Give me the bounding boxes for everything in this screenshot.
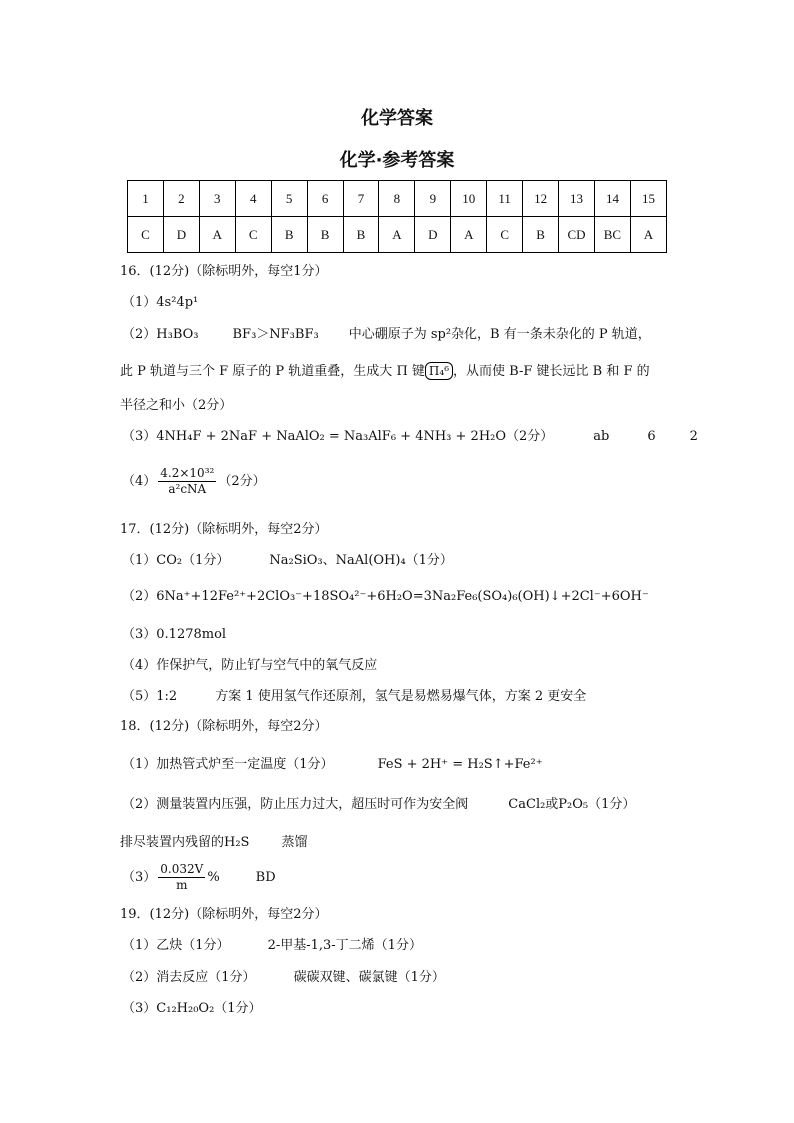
q19-p3-answer: C₁₂H₂₀O₂（1分） [156, 1001, 262, 1016]
answer-cell: B [343, 217, 379, 253]
q18-p3-numerator: 0.032V [160, 862, 204, 876]
question-number-cell: 9 [415, 181, 451, 217]
q16-p2-answer-d-pre: 此 P 轨道与三个 F 原子的 P 轨道重叠，生成大 Π 键 [120, 364, 425, 379]
answer-cell: C [235, 217, 271, 253]
q16-p2-label: （2） [122, 327, 157, 342]
q16-p3-answer-b: ab [593, 429, 610, 444]
answer-cell: A [451, 217, 487, 253]
q16-p4-label: （4） [122, 474, 157, 489]
answer-cell: B [307, 217, 343, 253]
q18-p2-answer-d: 蒸馏 [281, 835, 308, 850]
q17-p2-label: （2） [122, 589, 157, 604]
q18-p3-label: （3） [122, 870, 157, 885]
q17-part3 [122, 627, 226, 643]
q16-p1-label: （1） [122, 295, 157, 310]
q17-p4-answer: 作保护气，防止钌与空气中的氧气反应 [156, 658, 378, 673]
question-number-cell: 13 [559, 181, 595, 217]
q17-part2 [122, 589, 649, 605]
answer-cell: D [415, 217, 451, 253]
question-number-cell: 11 [487, 181, 523, 217]
q18-p3-denominator: m [176, 878, 188, 892]
q19-p2-answer-a: 消去反应（1分） [156, 970, 256, 985]
q17-p5-answer-a: 1:2 [156, 689, 178, 704]
q16-p4-denominator: a²cNA [168, 482, 207, 496]
q16-part2-cont [120, 362, 650, 380]
answer-cell: B [271, 217, 307, 253]
q16-p2-answer-a: H₃BO₃ [156, 327, 199, 342]
q16-p2-answer-d-post: ，从而使 B-F 键长远比 B 和 F 的 [453, 364, 650, 379]
question-number-cell: 5 [271, 181, 307, 217]
q16-p3-answer-d: 2 [689, 429, 698, 444]
q17-p5-label: （5） [122, 689, 157, 704]
question-number-cell: 4 [235, 181, 271, 217]
q18-part2-cont [120, 835, 307, 851]
question-number-cell: 10 [451, 181, 487, 217]
answer-table [127, 180, 667, 253]
q18-p1-equation: FeS + 2H⁺ = H₂S↑+Fe²⁺ [377, 757, 543, 772]
q16-p1-answer: 4s²4p¹ [156, 295, 199, 310]
q16-p3-label: （3） [122, 429, 157, 444]
q17-p1-answer-b: Na₂SiO₃、NaAl(OH)₄（1分） [269, 553, 453, 568]
answer-cell: D [163, 217, 199, 253]
q19-p1-label: （1） [122, 938, 157, 953]
q17-p2-equation: 6Na⁺+12Fe²⁺+2ClO₃⁻+18SO₄²⁻+6H₂O=3Na₂Fe₆(SO₄)₆(OH)↓+2Cl⁻+6OH⁻ [156, 589, 649, 604]
q19-p2-answer-b: 碳碳双键、碳氯键（1分） [293, 970, 445, 985]
q19-p1-answer-b: 2-甲基-1,3-丁二烯（1分） [267, 938, 422, 953]
q17-p1-label: （1） [122, 553, 157, 568]
q19-header: 19．(12分)（除标明外，每空2分） [120, 907, 328, 922]
q19-p1-answer-a: 乙炔（1分） [156, 938, 230, 953]
question-number-cell: 15 [630, 181, 666, 217]
q18-part1 [122, 757, 543, 773]
q18-p2-answer-a: 测量装置内压强，防止压力过大，超压时可作为安全阀 [156, 797, 469, 812]
q16-p2-answer-b: BF₃＞NF₃BF₃ [232, 327, 319, 342]
q17-p1-answer-a: CO₂（1分） [156, 553, 230, 568]
question-number-cell: 1 [128, 181, 164, 217]
q18-p3-answer-b: BD [255, 870, 276, 885]
answer-cell: CD [559, 217, 595, 253]
q19-part1 [122, 938, 422, 954]
answer-table-answer-row [128, 217, 667, 253]
q17-p4-label: （4） [122, 658, 157, 673]
q18-p1-label: （1） [122, 757, 157, 772]
q17-part4 [122, 658, 377, 674]
q19-part2 [122, 970, 445, 986]
q18-p3-fraction [158, 862, 205, 893]
q18-p1-answer-a: 加热管式炉至一定温度（1分） [156, 757, 334, 772]
question-number-cell: 8 [379, 181, 415, 217]
answer-cell: C [128, 217, 164, 253]
q16-p4-fraction [158, 466, 216, 497]
q16-p3-answer-c: 6 [647, 429, 656, 444]
q18-p3-unit: % [207, 870, 220, 885]
q16-p4-score: （2分） [218, 474, 266, 489]
q17-part5 [122, 689, 586, 705]
question-number-cell: 3 [199, 181, 235, 217]
q19-p3-label: （3） [122, 1001, 157, 1016]
q18-header: 18．(12分)（除标明外，每空2分） [120, 719, 328, 734]
q16-part1 [122, 295, 198, 311]
q17-p3-answer: 0.1278mol [156, 627, 227, 642]
q16-part2-end: 半径之和小（2分） [120, 398, 233, 413]
q17-part1 [122, 553, 453, 569]
q16-part3 [122, 429, 698, 445]
q16-header: 16．(12分)（除标明外，每空1分） [120, 264, 328, 279]
q16-pi-bond: Π₄⁶ [425, 362, 453, 380]
q17-p3-label: （3） [122, 627, 157, 642]
page-title: 化学答案 [361, 108, 433, 129]
question-number-cell: 14 [594, 181, 630, 217]
q18-p2-answer-b: CaCl₂或P₂O₅（1分） [508, 797, 636, 812]
question-number-cell: 7 [343, 181, 379, 217]
question-number-cell: 6 [307, 181, 343, 217]
q16-part2 [122, 327, 651, 343]
answer-cell: B [523, 217, 559, 253]
q16-part4 [122, 466, 266, 497]
q16-p4-numerator: 4.2×10³² [160, 466, 215, 480]
q19-p2-label: （2） [122, 970, 157, 985]
q17-header: 17．(12分)（除标明外，每空2分） [120, 522, 328, 537]
q17-p5-answer-b: 方案 1 使用氢气作还原剂，氢气是易燃易爆气体，方案 2 更安全 [215, 689, 587, 704]
answer-cell: A [199, 217, 235, 253]
q19-part3 [122, 1001, 262, 1017]
question-number-cell: 2 [163, 181, 199, 217]
q18-part3 [122, 862, 276, 893]
page-subtitle: 化学·参考答案 [339, 150, 455, 171]
question-number-cell: 12 [523, 181, 559, 217]
answer-table-number-row [128, 181, 667, 217]
q18-p2-label: （2） [122, 797, 157, 812]
q18-part2 [122, 797, 635, 813]
answer-cell: BC [594, 217, 630, 253]
answer-cell: A [379, 217, 415, 253]
q18-p2-answer-c: 排尽装置内残留的H₂S [120, 835, 250, 850]
answer-cell: A [630, 217, 666, 253]
q16-p2-answer-c: 中心硼原子为 sp²杂化，B 有一条未杂化的 P 轨道， [348, 327, 651, 342]
q16-p3-equation: 4NH₄F + 2NaF + NaAlO₂ = Na₃AlF₆ + 4NH₃ + 2H₂O（2分） [156, 429, 554, 444]
answer-cell: C [487, 217, 523, 253]
